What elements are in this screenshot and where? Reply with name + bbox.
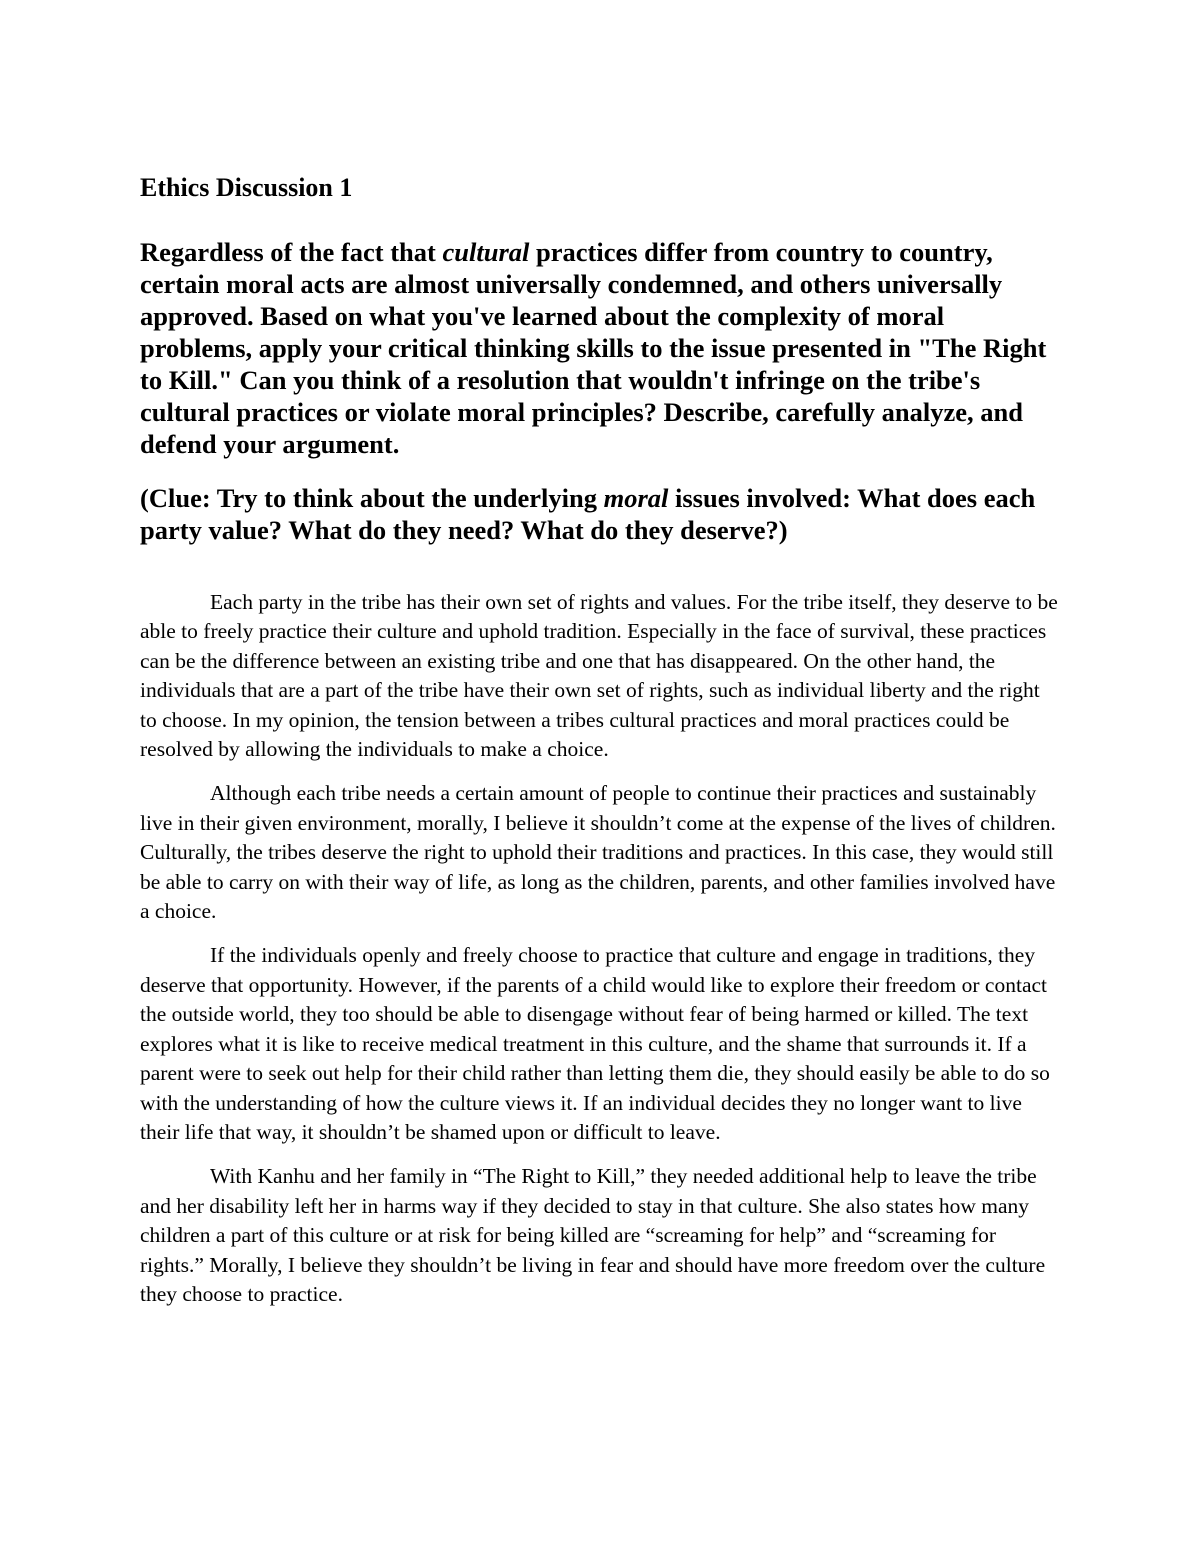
response-paragraph-3: If the individuals openly and freely choose to practice that culture and engage in traditions, they deserve that opportunity. However, if the parents of a child would like to explore their freedom or contact the outside world, they too should be able to disengage without fear of being harmed or killed. The text explores what it is like to receive medical treatment in this culture, and the shame that surrounds it. If a parent were to seek out help for their child rather than letting them die, they should easily be able to do so with the understanding of how the culture views it. If an individual decides they no longer want to live their life that way, it shouldn’t be shamed upon or difficult to leave. bbox=[140, 943, 1050, 1144]
response-paragraph-2: Although each tribe needs a certain amount of people to continue their practices and sustainably live in their given environment, morally, I believe it shouldn’t come at the expense of the lives of children. Culturally, the tribes deserve the right to uphold their traditions and practices. In this case, they would still be able to carry on with their way of life, as long as the children, parents, and other families involved have a choice. bbox=[140, 781, 1056, 924]
prompt-text-rest: practices differ from country to country, certain moral acts are almost universally condemned, and others universally approved. Based on what you've learned about the complexity of moral problems, apply your critical thinking skills to the issue presented in "The Right to Kill." Can you think of a resolution that wouldn't infringe on the tribe's cultural practices or violate moral principles? Describe, carefully analyze, and defend your argument. bbox=[140, 237, 1047, 459]
discussion-clue bbox=[140, 482, 1060, 546]
response-paragraph-4: With Kanhu and her family in “The Right to Kill,” they needed additional help to leave the tribe and her disability left her in harms way if they decided to stay in that culture. She also states how many children a part of this culture or at risk for being killed are “screaming for help” and “screaming for rights.” Morally, I believe they shouldn’t be living in fear and should have more freedom over the culture they choose to practice. bbox=[140, 1164, 1046, 1306]
document-content bbox=[140, 170, 1060, 1324]
discussion-prompt bbox=[140, 236, 1060, 460]
prompt-italic-word: cultural bbox=[442, 237, 530, 267]
document-title: Ethics Discussion 1 bbox=[140, 173, 353, 202]
clue-text-start: (Clue: Try to think about the underlying bbox=[140, 483, 604, 513]
clue-text-rest: issues involved: What does each party value? What do they need? What do they deserve?) bbox=[140, 483, 1036, 545]
prompt-text-start: Regardless of the fact that bbox=[140, 237, 443, 267]
response-body bbox=[140, 588, 1060, 1309]
response-paragraph-1: Each party in the tribe has their own set of rights and values. For the tribe itself, they deserve to be able to freely practice their culture and uphold tradition. Especially in the face of survival, these practices can be the difference between an existing tribe and one that has disappeared. On the other hand, the individuals that are a part of the tribe have their own set of rights, such as individual liberty and the right to choose. In my opinion, the tension between a tribes cultural practices and moral practices could be resolved by allowing the individuals to make a choice. bbox=[140, 590, 1058, 762]
clue-italic-word: moral bbox=[603, 483, 669, 513]
